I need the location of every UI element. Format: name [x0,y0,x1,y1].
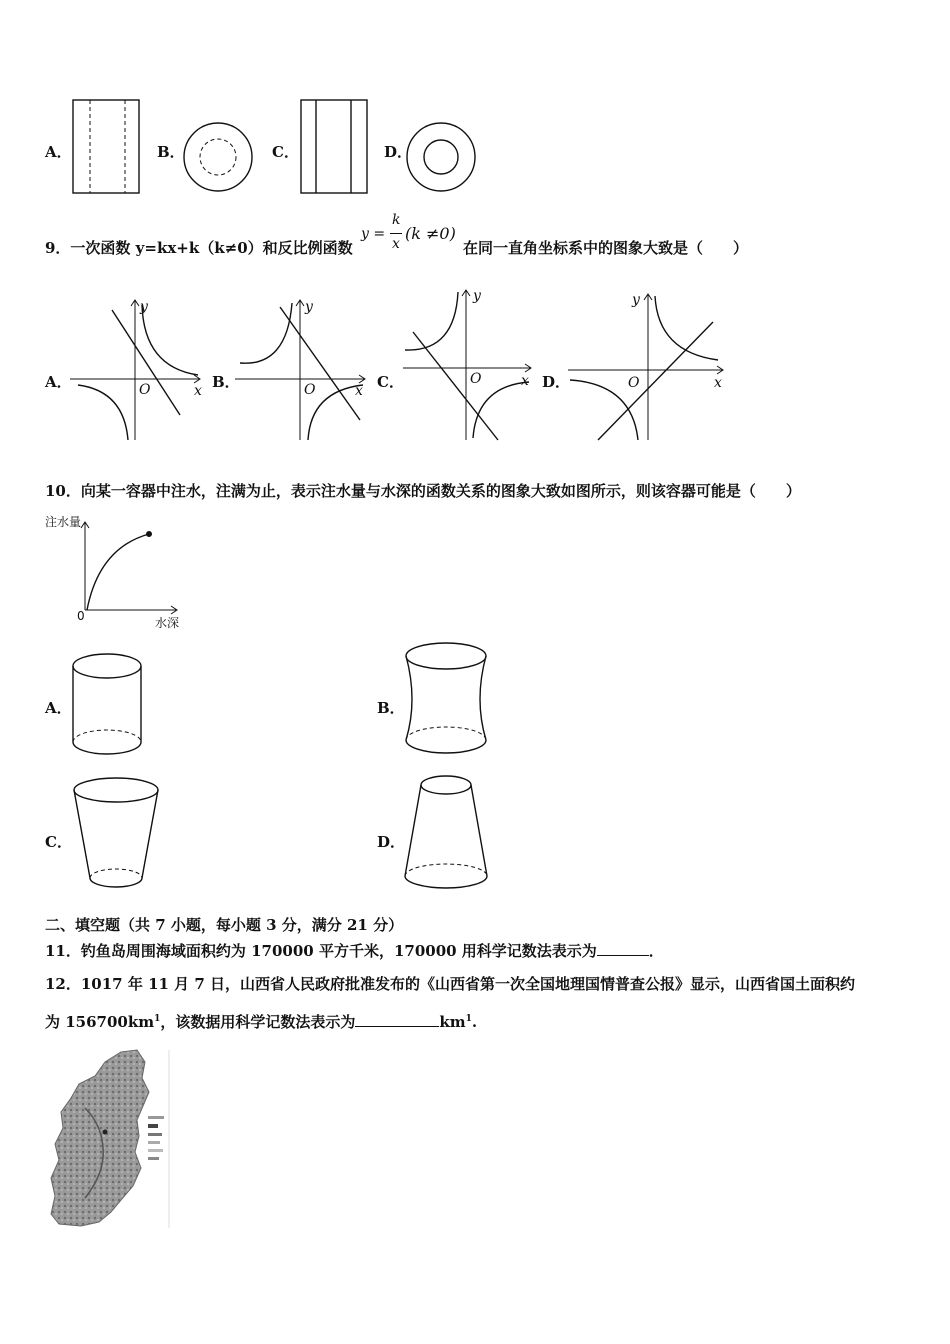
q10-cup-icon [70,776,166,896]
q9-graph-c [403,290,538,445]
q9-b-x-label: x [355,383,363,399]
q9-c-origin: O [470,371,482,387]
q9-graph-b [235,295,375,445]
q11-end: ． [648,942,664,960]
q12-answer-blank[interactable] [355,1012,439,1027]
q9-option-b-label: B． [212,373,240,391]
q9-option-c-label: C． [377,373,404,391]
q9-d-y-label: y [632,292,640,308]
q12-unit: km [439,1013,466,1031]
q11-text: 11．钓鱼岛周围海域面积约为 170000 平方千米，170000 用科学记数法表示为 [45,942,597,960]
q9-graph-d [568,290,728,445]
q9-formula-lhs: y = [361,226,386,242]
q10-hourglass-container-icon [400,640,496,760]
q9-option-d-label: D． [542,373,571,391]
q12-line2-pre: 为 156700km [45,1013,155,1031]
q9-b-origin: O [304,382,316,398]
q9-d-origin: O [628,375,640,391]
q9-prefix: 9．一次函数 y=kx+k（k≠0）和反比例函数 [45,239,353,257]
q9-formula-den: x [392,236,400,252]
q9-c-y-label: y [473,288,481,304]
q10-graph [45,512,190,632]
shanxi-map-image [45,1048,175,1233]
q9-fraction-bar [390,233,402,234]
q12-sup1: 1 [154,1014,161,1024]
q12-sup2: 1 [465,1014,472,1024]
q10-cylinder-icon [70,652,150,758]
q8-option-d-label: D． [384,143,413,161]
q9-d-x-label: x [714,375,722,391]
q8-option-d-ring-solid-icon [405,120,481,196]
q9-option-a-label: A． [45,373,72,391]
q9-formula-paren: (k ≠0) [405,224,456,243]
q9-formula [361,212,461,256]
q9-a-x-label: x [194,383,202,399]
q10-graph-ylabel: 注水量 [45,515,82,529]
q12-line1: 12．1017 年 11 月 7 日，山西省人民政府批准发布的《山西省第一次全国地理国情普查公报》显示，山西省国土面积约 [45,975,856,993]
q8-option-c-label: C． [272,143,299,161]
q10-option-a-label: A． [45,699,72,717]
q12-end: . [471,1013,478,1031]
q11-answer-blank[interactable] [597,941,649,956]
q9-a-y-label: y [140,299,148,315]
q10-option-b-label: B． [377,699,405,717]
q8-option-c-rectangle-solid-icon [300,99,370,195]
q9-a-origin: O [139,382,151,398]
q9-graph-a [70,295,210,445]
q8-option-a-rectangle-dashed-icon [72,99,142,195]
q10-option-d-label: D． [377,833,406,851]
q10-question: 10．向某一容器中注水，注满为止，表示注水量与水深的函数关系的图象大致如图所示，则该容器可能是（ ） [45,482,801,500]
q12-line2 [45,1011,477,1032]
q10-graph-origin: 0 [77,609,85,623]
q9-c-x-label: x [521,373,529,389]
q10-option-c-label: C． [45,833,72,851]
section2-heading: 二、填空题（共 7 小题，每小题 3 分，满分 21 分） [45,916,404,934]
q11-question [45,940,664,961]
q10-frustum-icon [400,772,500,894]
q8-option-b-ring-dashed-icon [182,120,258,196]
q8-option-b-label: B． [157,143,185,161]
q9-b-y-label: y [305,299,313,315]
q12-line2-mid: ，该数据用科学记数法表示为 [160,1013,356,1031]
q9-formula-num: k [392,212,401,228]
q9-question [45,237,353,258]
q8-option-a-label: A． [45,143,72,161]
q9-suffix: 在同一直角坐标系中的图象大致是（ ） [463,239,749,257]
q10-graph-xlabel: 水深 [155,616,180,630]
